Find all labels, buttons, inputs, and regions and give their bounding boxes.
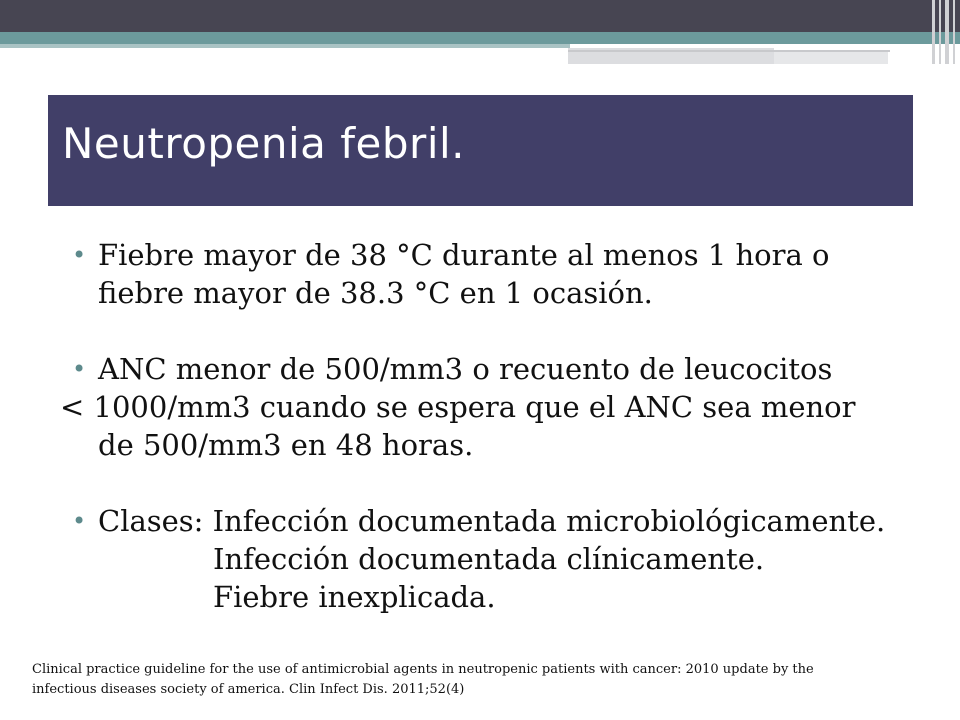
header-right-stripes bbox=[928, 0, 960, 64]
citation bbox=[32, 660, 932, 700]
bullet-2 bbox=[60, 350, 940, 388]
header-teal-band bbox=[0, 32, 960, 44]
bullet-1-line-1: Fiebre mayor de 38 °C durante al menos 1 hora o bbox=[98, 238, 830, 272]
header-teal-thin-band bbox=[0, 44, 570, 48]
bullet-3 bbox=[60, 502, 940, 540]
bullet-2-line-3: de 500/mm3 en 48 horas. bbox=[98, 428, 474, 462]
bullet-marker: • bbox=[72, 355, 87, 383]
bullet-2-line-1: ANC menor de 500/mm3 o recuento de leucocitos bbox=[98, 352, 833, 386]
title-bar bbox=[48, 95, 913, 206]
bullet-3-line-1: Clases: Infección documentada microbiológicamente. bbox=[98, 504, 886, 538]
citation-line-2: infectious diseases society of america. Clin Infect Dis. 2011;52(4) bbox=[32, 682, 465, 697]
bullet-1 bbox=[60, 236, 940, 274]
bullet-3-line-3: Fiebre inexplicada. bbox=[213, 580, 496, 614]
slide-title: Neutropenia febril. bbox=[62, 119, 466, 168]
slide-body bbox=[60, 236, 940, 616]
header-gray-block-small bbox=[774, 52, 888, 64]
bullet-3-line-2: Infección documentada clínicamente. bbox=[213, 542, 765, 576]
bullet-2-line-2: < 1000/mm3 cuando se espera que el ANC sea menor bbox=[60, 390, 856, 424]
citation-line-1: Clinical practice guideline for the use of antimicrobial agents in neutropenic patients with cancer: 2010 update by the bbox=[32, 662, 814, 677]
bullet-marker: • bbox=[72, 241, 87, 269]
bullet-marker: • bbox=[72, 507, 87, 535]
header-dark-band bbox=[0, 0, 960, 32]
bullet-1-line-2: fiebre mayor de 38.3 °C en 1 ocasión. bbox=[98, 276, 653, 310]
